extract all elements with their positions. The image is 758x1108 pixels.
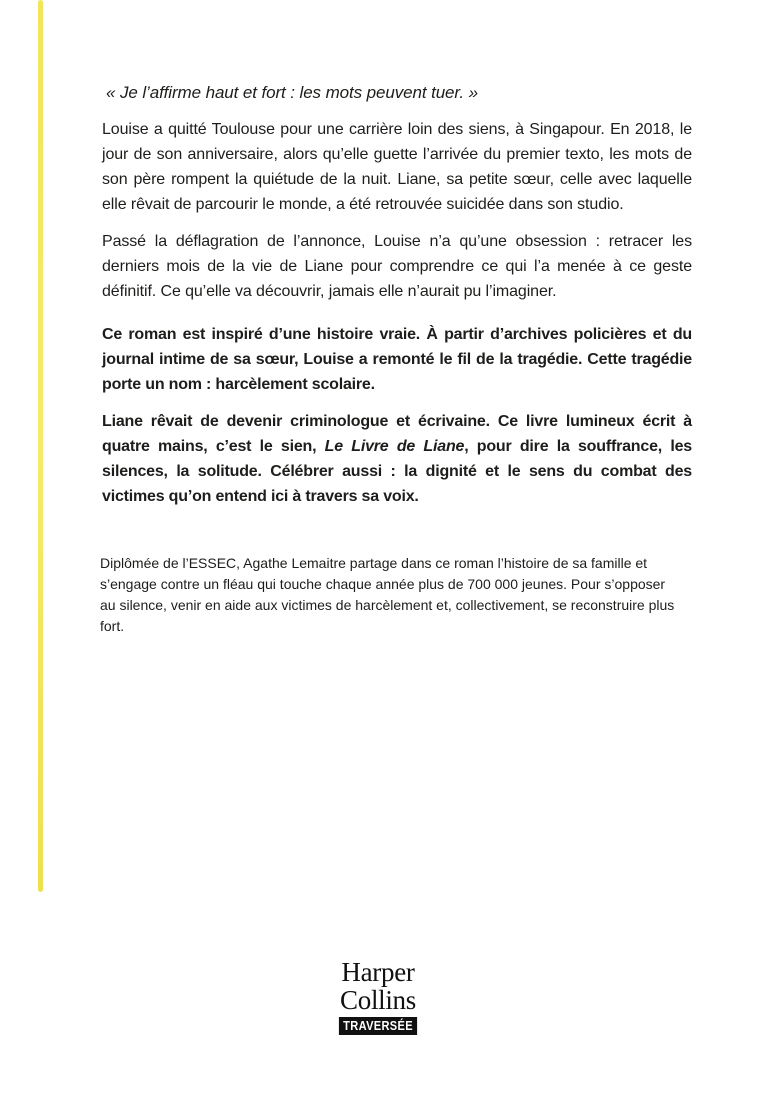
highlight-text-before: Liane rêvait de devenir criminologue et écrivaine. Ce livre lumineux écrit à quatre mains, c’est le sien, — [102, 413, 692, 455]
book-title-inline: Le Livre de Liane — [324, 438, 465, 455]
imprint-badge: TRAVERSÉE — [339, 1017, 417, 1035]
highlight-paragraph-2 — [102, 409, 692, 509]
highlight-paragraph-1: Ce roman est inspiré d’une histoire vraie. À partir d’archives policières et du journal intime de sa sœur, Louise a remonté le fil de la tragédie. Cette tragédie porte un nom : harcèlement scolaire. — [102, 326, 692, 393]
epigraph-quote: « Je l’affirme haut et fort : les mots peuvent tuer. » — [106, 83, 478, 102]
yellow-accent-line — [38, 0, 43, 892]
highlight-text-after: , pour dire la souffrance, les silences, la solitude. Célébrer aussi : la dignité et le sens du combat des victimes qu’on entend ici à travers sa voix. — [102, 438, 692, 505]
publisher-name-line1: Harper — [341, 957, 415, 987]
publisher-name-line2: Collins — [340, 985, 416, 1015]
author-bio: Diplômée de l’ESSEC, Agathe Lemaitre partage dans ce roman l’histoire de sa famille et s’engage contre un fléau qui touche chaque année plus de 700 000 jeunes. Pour s’opposer au silence, venir en aide aux victimes de harcèlement et, collectivement, se reconstruire plus fort. — [100, 555, 675, 634]
publisher-logo — [318, 958, 438, 1035]
synopsis-paragraph-1: Louise a quitté Toulouse pour une carrière loin des siens, à Singapour. En 2018, le jour de son anniversaire, alors qu’elle guette l’arrivée du premier texto, les mots de son père rompent la quiétude de la nuit. Liane, sa petite sœur, celle avec laquelle elle rêvait de parcourir le monde, a été retrouvée suicidée dans son studio. — [102, 121, 692, 213]
synopsis-paragraph-2: Passé la déflagration de l’annonce, Louise n’a qu’une obsession : retracer les derniers mois de la vie de Liane pour comprendre ce qui l’a menée à ce geste définitif. Ce qu’elle va découvrir, jamais elle n’aurait pu l’imaginer. — [102, 233, 692, 300]
back-cover-text — [88, 80, 692, 637]
